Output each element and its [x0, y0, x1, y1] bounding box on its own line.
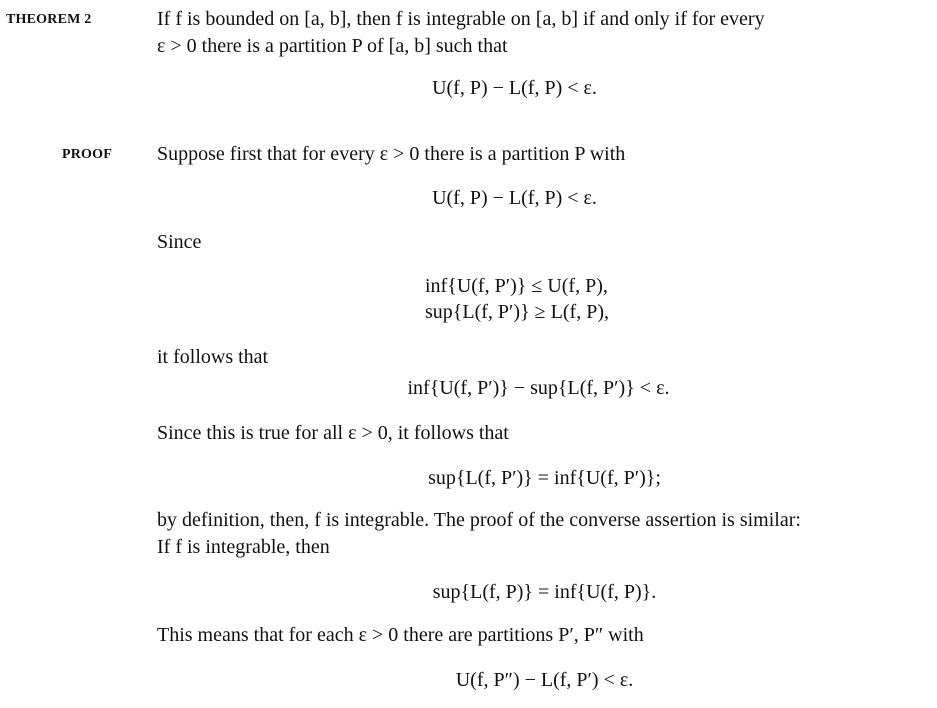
theorem-statement	[157, 6, 932, 60]
proof-by-definition-line-2: If f is integrable, then	[157, 536, 330, 558]
proof-intro: Suppose first that for every ε > 0 there is a partition P with	[157, 143, 626, 165]
proof-this-means: This means that for each ε > 0 there are partitions P′, P″ with	[157, 624, 644, 646]
theorem-statement-line-2: ε > 0 there is a partition P of [a, b] such that	[157, 35, 508, 57]
proof-equation-1: U(f, P) − L(f, P) < ε.	[432, 187, 597, 209]
proof-inequality-2: sup{L(f, P′)} ≥ L(f, P),	[425, 301, 609, 323]
proof-by-definition-line-1: by definition, then, f is integrable. The proof of the converse assertion is similar:	[157, 509, 801, 531]
proof-since-true: Since this is true for all ε > 0, it follows that	[157, 422, 509, 444]
proof-equation-2: inf{U(f, P′)} − sup{L(f, P′)} < ε.	[407, 377, 670, 399]
theorem-label: THEOREM 2	[6, 12, 92, 27]
proof-since: Since	[157, 231, 202, 253]
proof-it-follows: it follows that	[157, 346, 269, 368]
theorem-condition-equation: U(f, P) − L(f, P) < ε.	[432, 77, 597, 99]
proof-label: PROOF	[62, 147, 112, 162]
proof-equation-3: sup{L(f, P′)} = inf{U(f, P′)};	[428, 467, 661, 489]
proof-equation-5: U(f, P″) − L(f, P′) < ε.	[455, 669, 634, 691]
proof-equation-4: sup{L(f, P)} = inf{U(f, P)}.	[432, 581, 657, 603]
theorem-statement-line-1: If f is bounded on [a, b], then f is integrable on [a, b] if and only if for every	[157, 8, 765, 30]
proof-by-definition	[157, 507, 932, 561]
proof-inequality-1: inf{U(f, P′)} ≤ U(f, P),	[425, 275, 608, 297]
